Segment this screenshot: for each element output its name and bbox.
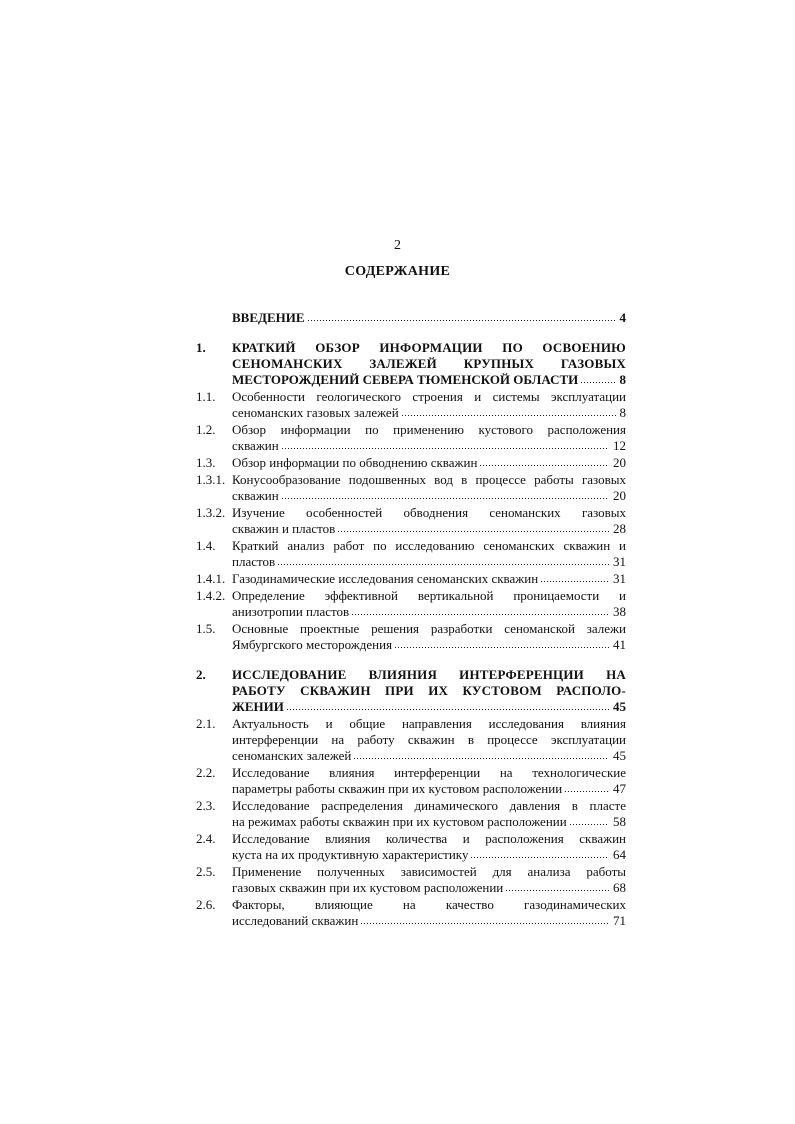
dot-leader bbox=[564, 790, 609, 793]
toc-entry bbox=[196, 389, 626, 421]
toc-entry-body bbox=[232, 798, 626, 830]
toc-entry-page: 8 bbox=[619, 372, 626, 387]
toc-entry-page: 71 bbox=[613, 913, 626, 928]
toc-entry-page: 28 bbox=[613, 521, 626, 536]
toc-entry-number: 1. bbox=[196, 340, 206, 355]
toc-entry-body bbox=[232, 831, 626, 863]
toc-entry-line: Исследование влияния интерференции на технологические bbox=[232, 765, 626, 780]
toc-entry-number: 1.2. bbox=[196, 422, 216, 437]
toc-entry-page: 20 bbox=[613, 455, 626, 470]
toc-entry-final-line bbox=[232, 405, 626, 421]
toc-entry-page: 20 bbox=[613, 488, 626, 503]
toc-entry-line: Краткий анализ работ по исследованию сеноманских скважин и bbox=[232, 538, 626, 553]
toc-entry bbox=[196, 505, 626, 537]
page-number: 2 bbox=[394, 238, 401, 253]
toc-entry-title: Ямбургского месторождения bbox=[232, 637, 393, 652]
toc-entry-title: Газодинамические исследования сеноманских скважин bbox=[232, 571, 539, 586]
toc-entry-title: сеноманских залежей bbox=[232, 748, 352, 763]
toc-entry-final-line bbox=[232, 913, 626, 929]
toc-entry-number: 2.4. bbox=[196, 831, 216, 846]
page-title: СОДЕРЖАНИЕ bbox=[344, 264, 451, 279]
toc-entry-line: Обзор информации по применению кустового расположения bbox=[232, 422, 626, 437]
toc-entry-line: Основные проектные решения разработки сеноманской залежи bbox=[232, 621, 626, 636]
toc-entry-page: 41 bbox=[613, 637, 626, 652]
toc-entry-final-line bbox=[232, 814, 626, 830]
toc-entry-line: Факторы, влияющие на качество газодинамических bbox=[232, 897, 626, 912]
toc-entry-line: Исследование влияния количества и расположения скважин bbox=[232, 831, 626, 846]
toc-entry-number: 2.6. bbox=[196, 897, 216, 912]
dot-leader bbox=[353, 757, 609, 760]
toc-entry-final-line bbox=[232, 372, 626, 388]
toc-entry-title: на режимах работы скважин при их кустовом расположении bbox=[232, 814, 567, 829]
toc-entry-body bbox=[232, 455, 626, 471]
toc-entry-title: куста на их продуктивную характеристику bbox=[232, 847, 469, 862]
toc-entry-number: 2.2. bbox=[196, 765, 216, 780]
toc-entry-final-line bbox=[232, 880, 626, 896]
toc-entry bbox=[196, 340, 626, 388]
toc-entry-body bbox=[232, 897, 626, 929]
toc-entry-number: 1.3.1. bbox=[196, 472, 226, 487]
toc-entry bbox=[196, 472, 626, 504]
toc-entry bbox=[196, 310, 626, 326]
toc-entry-number: 2.5. bbox=[196, 864, 216, 879]
section-gap bbox=[196, 653, 626, 667]
toc-entry bbox=[196, 798, 626, 830]
toc-entry bbox=[196, 571, 626, 587]
toc-entry-number: 2.3. bbox=[196, 798, 216, 813]
toc-entry-final-line bbox=[232, 637, 626, 653]
toc-entry-page: 47 bbox=[613, 781, 626, 796]
toc-entry-number: 2. bbox=[196, 667, 206, 682]
toc-entry-line: Исследование распределения динамического давления в пласте bbox=[232, 798, 626, 813]
toc-entry bbox=[196, 897, 626, 929]
toc-entry-body bbox=[232, 571, 626, 587]
toc-entry bbox=[196, 588, 626, 620]
dot-leader bbox=[307, 319, 616, 322]
toc-entry-title: скважин bbox=[232, 438, 279, 453]
toc-entry-body bbox=[232, 716, 626, 764]
toc-entry-body bbox=[232, 340, 626, 388]
toc-entry-number: 1.3. bbox=[196, 455, 216, 470]
dot-leader bbox=[394, 646, 609, 649]
toc-entry bbox=[196, 538, 626, 570]
toc-entry-title: газовых скважин при их кустовом расположении bbox=[232, 880, 504, 895]
toc-entry-body bbox=[232, 472, 626, 504]
dot-leader bbox=[580, 381, 615, 384]
toc-entry-title: пластов bbox=[232, 554, 276, 569]
toc-entry-body bbox=[232, 621, 626, 653]
toc-entry bbox=[196, 667, 626, 715]
toc-entry-title: ЖЕНИИ bbox=[232, 699, 284, 714]
toc-entry-page: 8 bbox=[619, 405, 626, 420]
toc-entry-page: 31 bbox=[613, 554, 626, 569]
toc-entry-number: 1.5. bbox=[196, 621, 216, 636]
dot-leader bbox=[277, 563, 609, 566]
toc-entry-final-line bbox=[232, 455, 626, 471]
toc-entry-final-line bbox=[232, 748, 626, 764]
toc-entry-line: СЕНОМАНСКИХ ЗАЛЕЖЕЙ КРУПНЫХ ГАЗОВЫХ bbox=[232, 356, 626, 371]
toc-entry-line: Конусообразование подошвенных вод в процессе работы газовых bbox=[232, 472, 626, 487]
toc-entry-number: 1.4. bbox=[196, 538, 216, 553]
dot-leader bbox=[281, 447, 609, 450]
toc-entry-title: анизотропии пластов bbox=[232, 604, 350, 619]
dot-leader bbox=[360, 922, 609, 925]
toc-entry-page: 4 bbox=[619, 310, 626, 325]
toc-entry bbox=[196, 621, 626, 653]
section-gap bbox=[196, 326, 626, 340]
toc-entry-final-line bbox=[232, 521, 626, 537]
toc-entry-page: 45 bbox=[613, 748, 626, 763]
table-of-contents bbox=[196, 310, 626, 929]
toc-entry-final-line bbox=[232, 438, 626, 454]
toc-entry-body bbox=[232, 864, 626, 896]
toc-entry-body bbox=[232, 389, 626, 421]
toc-entry-title: скважин и пластов bbox=[232, 521, 336, 536]
toc-entry-number: 1.4.1. bbox=[196, 571, 226, 586]
toc-entry-final-line bbox=[232, 571, 626, 587]
dot-leader bbox=[540, 580, 609, 583]
toc-entry-line: РАБОТУ СКВАЖИН ПРИ ИХ КУСТОВОМ РАСПОЛО- bbox=[232, 683, 626, 698]
toc-entry bbox=[196, 716, 626, 764]
toc-entry-line: Определение эффективной вертикальной проницаемости и bbox=[232, 588, 626, 603]
dot-leader bbox=[470, 856, 609, 859]
dot-leader bbox=[569, 823, 609, 826]
toc-entry-final-line bbox=[232, 604, 626, 620]
toc-entry-number: 1.4.2. bbox=[196, 588, 226, 603]
toc-entry-page: 12 bbox=[613, 438, 626, 453]
dot-leader bbox=[401, 414, 616, 417]
toc-entry-body bbox=[232, 765, 626, 797]
toc-entry-number: 1.1. bbox=[196, 389, 216, 404]
toc-entry-number: 2.1. bbox=[196, 716, 216, 731]
dot-leader bbox=[479, 464, 609, 467]
toc-entry-final-line bbox=[232, 488, 626, 504]
toc-entry-final-line bbox=[232, 310, 626, 326]
toc-entry-title: исследований скважин bbox=[232, 913, 359, 928]
toc-entry-line: Особенности геологического строения и системы эксплуатации bbox=[232, 389, 626, 404]
toc-entry-line: интерференции на работу скважин в процессе эксплуатации bbox=[232, 732, 626, 747]
toc-entry-body bbox=[232, 505, 626, 537]
toc-entry-line: Актуальность и общие направления исследования влияния bbox=[232, 716, 626, 731]
toc-entry-page: 64 bbox=[613, 847, 626, 862]
dot-leader bbox=[505, 889, 609, 892]
toc-entry bbox=[196, 864, 626, 896]
toc-entry-title: МЕСТОРОЖДЕНИЙ СЕВЕРА ТЮМЕНСКОЙ ОБЛАСТИ bbox=[232, 372, 579, 387]
toc-entry-page: 31 bbox=[613, 571, 626, 586]
toc-entry-line: Применение полученных зависимостей для анализа работы bbox=[232, 864, 626, 879]
toc-entry-body bbox=[232, 588, 626, 620]
dot-leader bbox=[281, 497, 609, 500]
toc-entry bbox=[196, 831, 626, 863]
toc-entry-body bbox=[232, 310, 626, 326]
dot-leader bbox=[351, 613, 609, 616]
toc-entry-final-line bbox=[232, 554, 626, 570]
toc-entry-line: Изучение особенностей обводнения сеноманских газовых bbox=[232, 505, 626, 520]
toc-entry-title: Обзор информации по обводнению скважин bbox=[232, 455, 478, 470]
toc-entry-final-line bbox=[232, 699, 626, 715]
toc-entry-title: параметры работы скважин при их кустовом расположении bbox=[232, 781, 563, 796]
toc-entry bbox=[196, 422, 626, 454]
toc-entry-page: 58 bbox=[613, 814, 626, 829]
toc-entry-final-line bbox=[232, 781, 626, 797]
toc-entry-line: ИССЛЕДОВАНИЕ ВЛИЯНИЯ ИНТЕРФЕРЕНЦИИ НА bbox=[232, 667, 626, 682]
dot-leader bbox=[286, 708, 609, 711]
toc-entry bbox=[196, 455, 626, 471]
toc-entry-title: скважин bbox=[232, 488, 279, 503]
toc-entry-page: 38 bbox=[613, 604, 626, 619]
toc-entry-body bbox=[232, 667, 626, 715]
toc-entry-page: 45 bbox=[613, 699, 626, 714]
toc-entry-body bbox=[232, 422, 626, 454]
toc-entry-title: сеноманских газовых залежей bbox=[232, 405, 399, 420]
dot-leader bbox=[337, 530, 609, 533]
toc-entry-title: ВВЕДЕНИЕ bbox=[232, 310, 305, 325]
toc-entry-page: 68 bbox=[613, 880, 626, 895]
toc-entry bbox=[196, 765, 626, 797]
toc-entry-final-line bbox=[232, 847, 626, 863]
toc-entry-body bbox=[232, 538, 626, 570]
toc-entry-line: КРАТКИЙ ОБЗОР ИНФОРМАЦИИ ПО ОСВОЕНИЮ bbox=[232, 340, 626, 355]
toc-entry-number: 1.3.2. bbox=[196, 505, 226, 520]
